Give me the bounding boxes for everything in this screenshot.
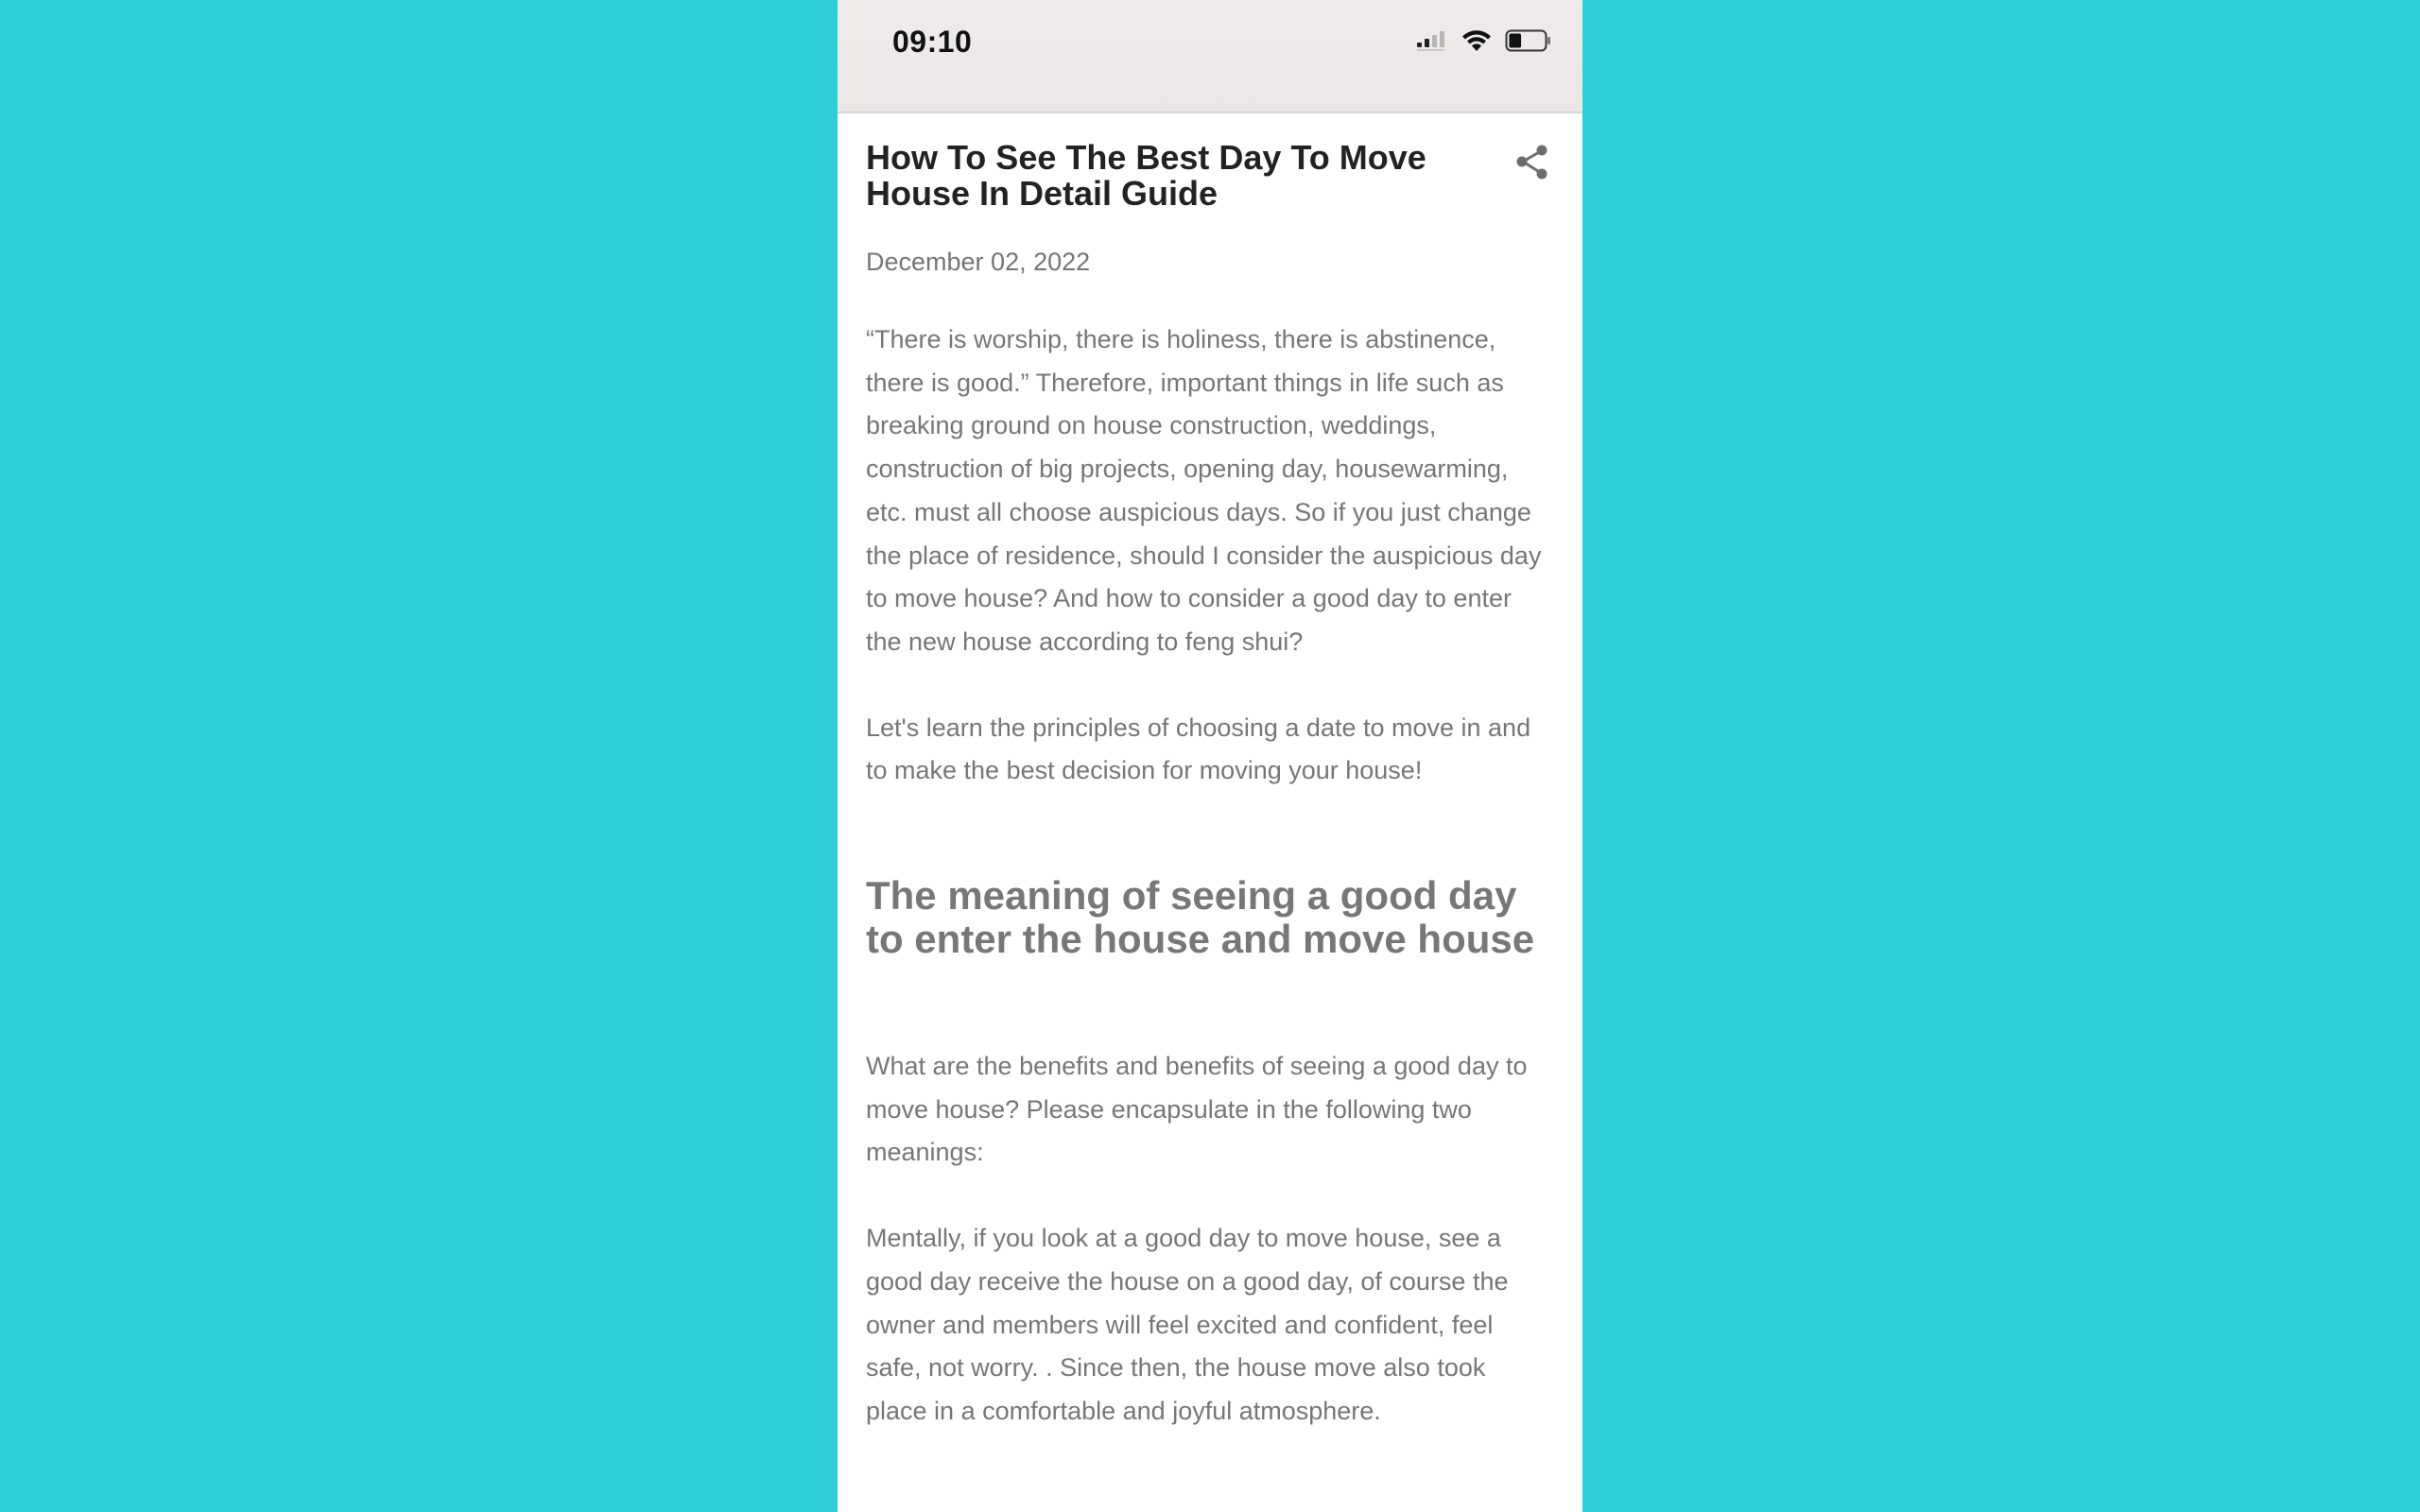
battery-icon <box>1505 28 1552 53</box>
article-title: How To See The Best Day To Move House In Detail Guide <box>866 138 1426 213</box>
article-content <box>866 140 1551 1434</box>
status-time: 09:10 <box>892 25 973 59</box>
paragraph: Let's learn the principles of choosing a date to move in and to make the best decision for moving your house! <box>866 713 1531 785</box>
status-icons <box>1416 28 1552 53</box>
cellular-signal-icon <box>1416 29 1448 52</box>
share-icon[interactable] <box>1512 142 1553 183</box>
phone-screen <box>838 0 1582 1512</box>
paragraph: “There is worship, there is holiness, there is abstinence, there is good.” Therefore, important things in life such as breaking ground on house construction, weddings, construction of big projects, opening day, housewarming, etc. must all choose auspicious days. So if you just change the place of residence, should I consider the auspicious day to move house? And how to consider a good day to enter the new house according to feng shui? <box>866 325 1542 656</box>
article-header <box>866 140 1551 212</box>
paragraph: Mentally, if you look at a good day to move house, see a good day receive the house on a good day, of course the owner and members will feel excited and confident, feel safe, not worry. . Since then, the house move also took place in a comfortable and joyful atmosphere. <box>866 1224 1509 1425</box>
article-date: December 02, 2022 <box>866 248 1091 276</box>
wifi-icon <box>1461 28 1492 53</box>
status-bar <box>838 0 1582 113</box>
paragraph: What are the benefits and benefits of seeing a good day to move house? Please encapsulate in the following two meanings: <box>866 1052 1528 1167</box>
section-heading: The meaning of seeing a good day to enter the house and move house <box>866 873 1535 962</box>
